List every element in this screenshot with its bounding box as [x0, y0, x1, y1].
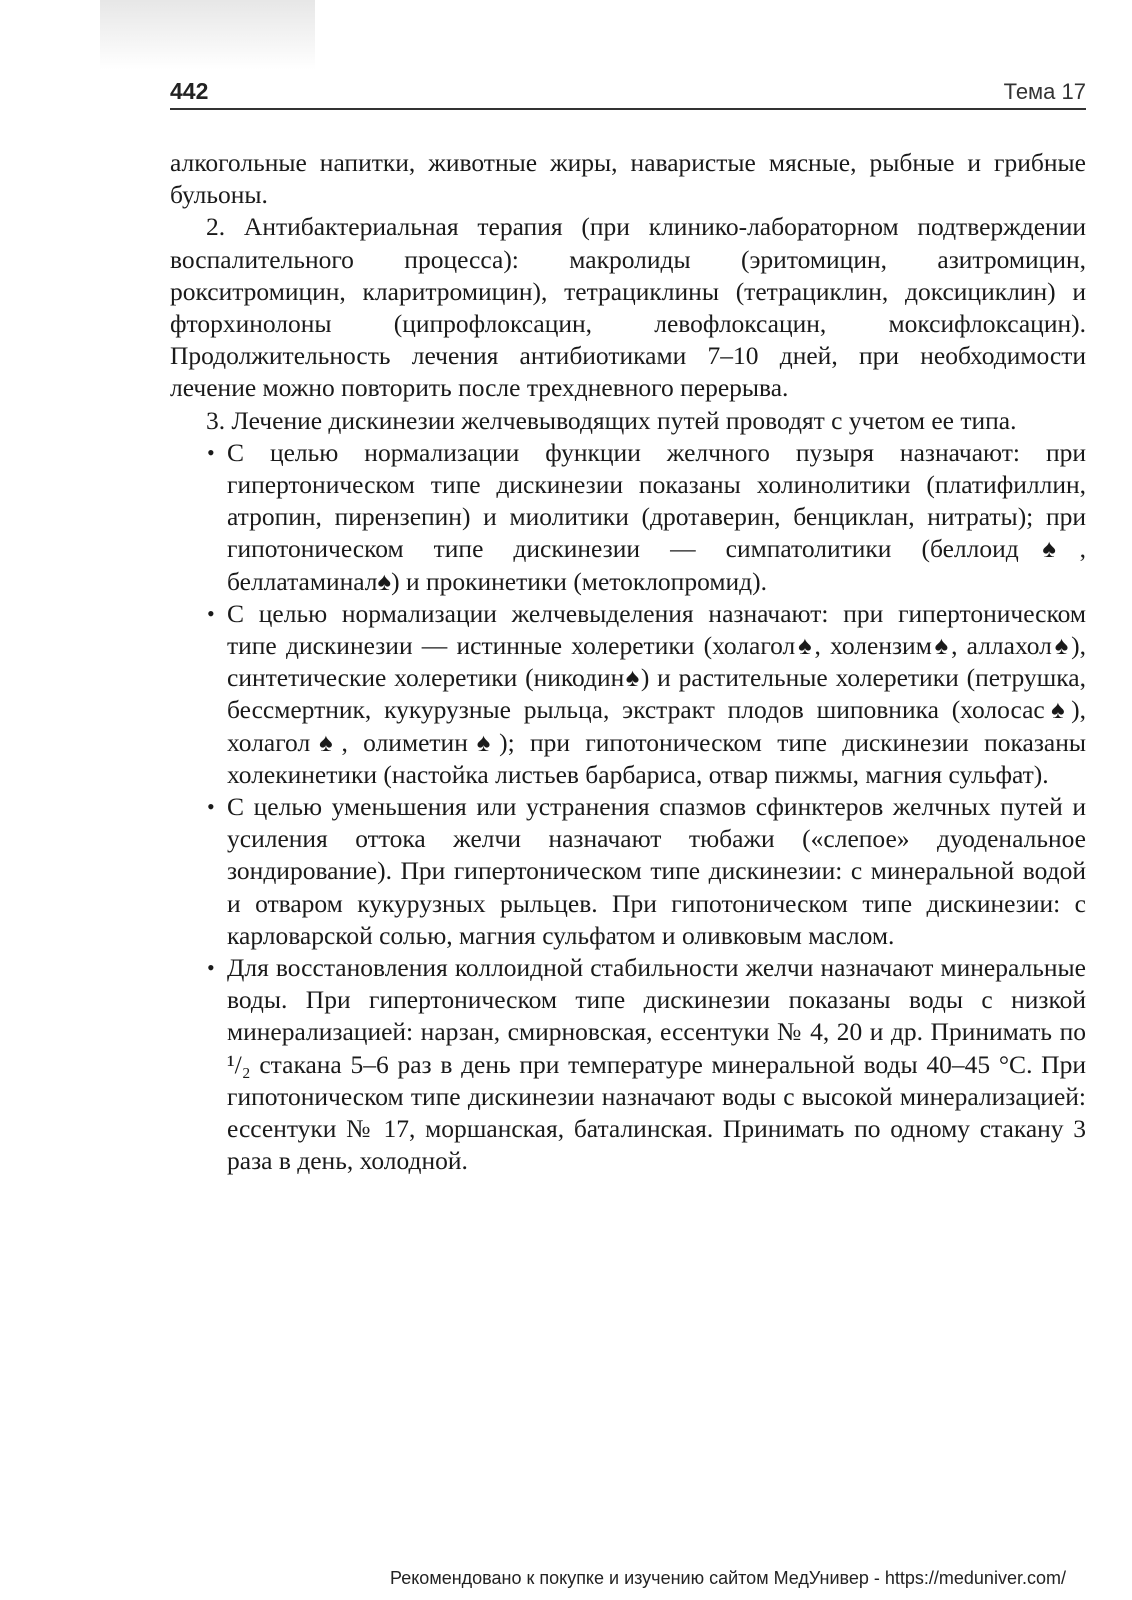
- page-content: [170, 147, 1086, 1178]
- list-item-gallbladder-function: • С целью нормализации функции желчного пузыря назначают: при гипертоническом типе дискинезии показаны холинолитики (платифиллин, атропин, пирензепин) и миолитики (дротаверин, бенциклан, нитраты); при гипотоническом типе дискинезии — симпатолитики (беллоид♠, беллатаминал♠) и прокинетики (метоклопромид).: [227, 437, 1086, 598]
- page-header: [170, 78, 1086, 110]
- list-item-mineral-waters: • Для восстановления коллоидной стабильности желчи назначают минеральные воды. При гипертоническом типе дискинезии показаны воды с низкой минерализацией: нарзан, смирновская, ессентуки № 4, 20 и др. Принимать по ¹/₂ стакана 5–6 раз в день при температуре минеральной воды 40–45 °С. При гипотоническом типе дискинезии назначают воды с высокой минерализацией: ессентуки № 17, моршанская, баталинская. Принимать по одному стакану 3 раза в день, холодной.: [227, 952, 1086, 1177]
- list-item-sphincter-spasms: • С целью уменьшения или устранения спазмов сфинктеров желчных путей и усиления оттока желчи назначают тюбажи («слепое» дуоденальное зондирование). При гипертоническом типе дискинезии: с минеральной водой и отваром кукурузных рыльцев. При гипотоническом типе дискинезии: с карловарской солью, магния сульфатом и оливковым маслом.: [227, 791, 1086, 952]
- scan-shadow: [100, 0, 315, 70]
- treatment-list: [170, 437, 1086, 1178]
- page-number: 442: [170, 78, 209, 104]
- chapter-title: Тема 17: [1003, 79, 1086, 104]
- paragraph-dyskinesia-treatment: 3. Лечение дискинезии желчевыводящих путей проводят с учетом ее типа.: [206, 405, 1017, 435]
- list-item-bile-secretion: • С целью нормализации желчевыделения назначают: при гипертоническом типе дискинезии — истинные холеретики (холагол♠, холензим♠, аллахол♠), синтетические холеретики (никодин♠) и растительные холеретики (петрушка, бессмертник, кукурузные рыльца, экстракт плодов шиповника (холосас♠), холагол♠, олиметин♠); при гипотоническом типе дискинезии показаны холекинетики (настойка листьев барбариса, отвар пижмы, магния сульфат).: [227, 598, 1086, 791]
- footer-recommendation: Рекомендовано к покупке и изучению сайтом МедУнивер - https://meduniver.com/: [390, 1568, 1066, 1588]
- paragraph-continuation: алкогольные напитки, животные жиры, наваристые мясные, рыбные и грибные бульоны.: [170, 148, 1086, 210]
- paragraph-antibacterial-therapy: 2. Антибактериальная терапия (при клинико-лабораторном подтверждении воспалительного процесса): макролиды (эритомицин, азитромицин, рокситромицин, кларитромицин), тетрациклины (тетрациклин, доксициклин) и фторхинолоны (ципрофлоксацин, левофлоксацин, моксифлоксацин). Продолжительность лечения антибиотиками 7–10 дней, при необходимости лечение можно повторить после трехдневного перерыва.: [170, 212, 1086, 403]
